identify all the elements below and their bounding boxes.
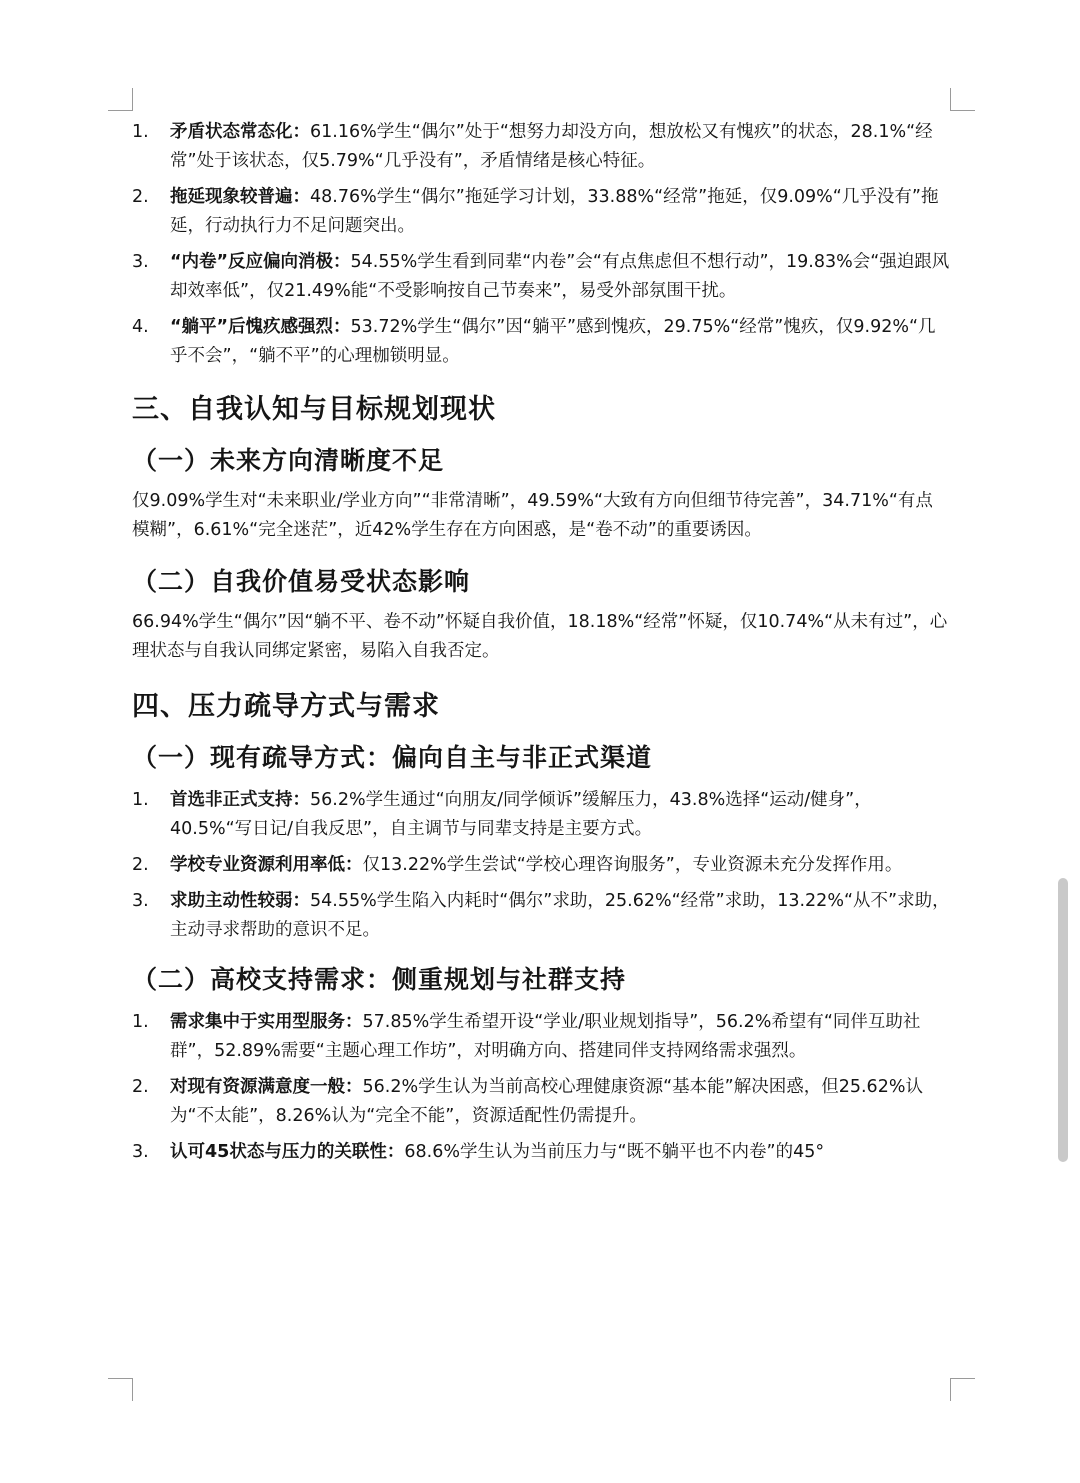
list-number: 3.: [132, 1142, 149, 1162]
list-item-text: 61.16%学生“偶尔”处于“想努力却没方向，想放松又有愧疚”的状态，28.1%“经常”处于该状态，仅5.79%“几乎没有”，矛盾情绪是核心特征。: [170, 122, 933, 171]
list-item-title: 拖延现象较普遍：: [170, 187, 310, 207]
list-item-text: 56.2%学生认为当前高校心理健康资源“基本能”解决困惑，但25.62%认为“不太能”，8.26%认为“完全不能”，资源适配性仍需提升。: [170, 1077, 923, 1126]
list-number: 1.: [132, 1012, 149, 1032]
list-item: [132, 1008, 950, 1066]
list-number: 3.: [132, 891, 149, 911]
list-item: [132, 118, 950, 176]
list-item: [132, 786, 950, 844]
crop-mark-bottom-right: [950, 1378, 975, 1401]
section-heading: 三、自我认知与目标规划现状: [132, 394, 496, 425]
list-item-title: 首选非正式支持：: [170, 790, 310, 810]
coping-list: [132, 786, 950, 945]
list-item-text: 68.6%学生认为当前压力与“既不躺平也不内卷”的45°: [404, 1142, 825, 1162]
paragraph: 仅9.09%学生对“未来职业/学业方向”“非常清晰”，49.59%“大致有方向但细节待完善”，34.71%“有点模糊”，6.61%“完全迷茫”，近42%学生存在方向困惑，是“卷不动”的重要诱因。: [132, 491, 933, 540]
paragraph: 66.94%学生“偶尔”因“躺不平、卷不动”怀疑自我价值，18.18%“经常”怀疑，仅10.74%“从未有过”，心理状态与自我认同绑定紧密，易陷入自我否定。: [132, 612, 948, 661]
list-number: 2.: [132, 855, 149, 875]
needs-list: [132, 1008, 950, 1167]
list-item-text: 57.85%学生希望开设“学业/职业规划指导”，56.2%希望有“同伴互助社群”，52.89%需要“主题心理工作坊”，对明确方向、搭建同伴支持网络需求强烈。: [170, 1012, 921, 1061]
list-item-title: 矛盾状态常态化：: [170, 122, 310, 142]
subsection-heading: （一）现有疏导方式：偏向自主与非正式渠道: [132, 743, 653, 772]
list-number: 3.: [132, 252, 149, 272]
list-item-text: 53.72%学生“偶尔”因“躺平”感到愧疚，29.75%“经常”愧疚，仅9.92%“几乎不会”，“躺不平”的心理枷锁明显。: [170, 317, 936, 366]
list-item: [132, 1138, 950, 1167]
crop-mark-top-left: [108, 88, 133, 111]
crop-mark-bottom-left: [108, 1378, 133, 1401]
status-list: [132, 118, 950, 371]
list-item-text: 48.76%学生“偶尔”拖延学习计划，33.88%“经常”拖延，仅9.09%“几乎没有”拖延，行动执行力不足问题突出。: [170, 187, 939, 236]
list-item: [132, 248, 950, 306]
list-number: 1.: [132, 790, 149, 810]
section-heading: 四、压力疏导方式与需求: [132, 691, 440, 722]
list-item-text: 54.55%学生看到同辈“内卷”会“有点焦虑但不想行动”，19.83%会“强迫跟风却效率低”，仅21.49%能“不受影响按自己节奏来”，易受外部氛围干扰。: [170, 252, 950, 301]
list-item: [132, 887, 950, 945]
list-number: 2.: [132, 1077, 149, 1097]
subsection-heading: （一）未来方向清晰度不足: [132, 446, 445, 475]
list-item-title: 对现有资源满意度一般：: [170, 1077, 363, 1097]
list-item-title: 认可45状态与压力的关联性：: [170, 1142, 405, 1162]
scrollbar-thumb[interactable]: [1058, 878, 1068, 1162]
list-item-title: 需求集中于实用型服务：: [170, 1012, 363, 1032]
list-item-title: “内卷”反应偏向消极：: [170, 252, 351, 272]
list-item: [132, 183, 950, 241]
subsection-heading: （二）自我价值易受状态影响: [132, 567, 471, 596]
crop-mark-top-right: [950, 88, 975, 111]
list-item: [132, 851, 950, 880]
list-item: [132, 313, 950, 371]
subsection-heading: （二）高校支持需求：侧重规划与社群支持: [132, 965, 627, 994]
list-item-text: 仅13.22%学生尝试“学校心理咨询服务”，专业资源未充分发挥作用。: [362, 855, 903, 875]
list-item: [132, 1073, 950, 1131]
document-content: [132, 118, 950, 1174]
list-item-title: “躺平”后愧疚感强烈：: [170, 317, 351, 337]
list-number: 1.: [132, 122, 149, 142]
list-item-text: 56.2%学生通过“向朋友/同学倾诉”缓解压力，43.8%选择“运动/健身”，40.5%“写日记/自我反思”，自主调节与同辈支持是主要方式。: [170, 790, 872, 839]
list-number: 2.: [132, 187, 149, 207]
list-item-title: 求助主动性较弱：: [170, 891, 310, 911]
list-item-title: 学校专业资源利用率低：: [170, 855, 363, 875]
list-number: 4.: [132, 317, 149, 337]
list-item-text: 54.55%学生陷入内耗时“偶尔”求助，25.62%“经常”求助，13.22%“从不”求助，主动寻求帮助的意识不足。: [170, 891, 950, 940]
